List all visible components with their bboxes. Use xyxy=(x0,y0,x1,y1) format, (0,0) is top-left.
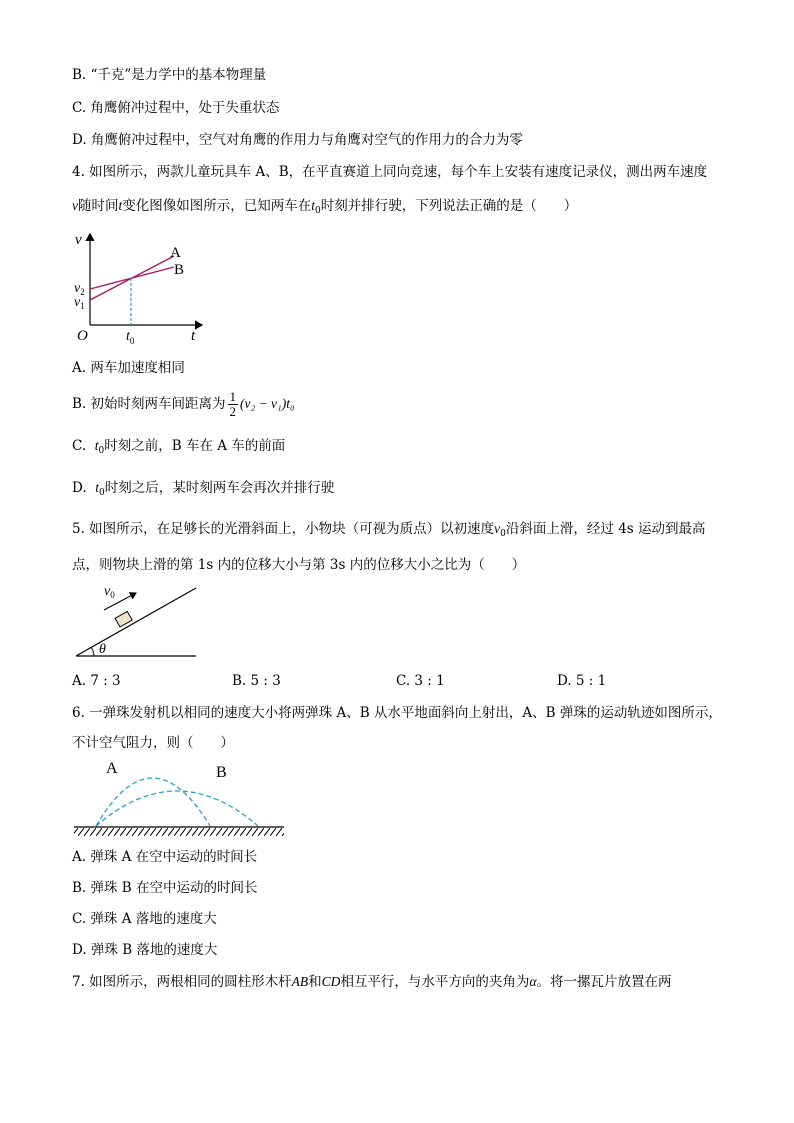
q4-label-origin: O xyxy=(77,328,88,344)
q4-vt-graph xyxy=(70,228,210,350)
q5-option-a: A. 7 : 3 xyxy=(72,673,121,689)
q5-incline-figure xyxy=(72,584,202,660)
q6-option-b: B. 弹珠 B 在空中运动的时间长 xyxy=(72,880,258,896)
q3-option-d: D. 角鹰俯冲过程中，空气对角鹰的作用力与角鹰对空气的作用力的合力为零 xyxy=(72,132,523,148)
q5-block xyxy=(115,611,132,627)
q4-option-a: A. 两车加速度相同 xyxy=(72,360,185,376)
q6-ground-hatch xyxy=(74,828,284,836)
q6-label-b: B xyxy=(216,764,227,781)
q5-option-c: C. 3 : 1 xyxy=(396,673,445,689)
q5-stem-line2: 点，则物块上滑的第 1s 内的位移大小与第 3s 内的位移大小之比为（ ） xyxy=(72,557,526,573)
q6-stem-line2: 不计空气阻力，则（ ） xyxy=(72,735,234,751)
q3-option-b: B. “千克”是力学中的基本物理量 xyxy=(72,67,267,83)
q3-option-c: C. 角鹰俯冲过程中，处于失重状态 xyxy=(72,100,280,116)
q4-stem-text-b: 变化图像如图所示，已知两车在 xyxy=(122,198,312,214)
q4-option-d-text: 时刻之后，某时刻两车会再次并排行驶 xyxy=(104,480,335,496)
q4-line-b xyxy=(90,267,174,289)
q7-stem-text-c: 相互平行，与水平方向的夹角为 xyxy=(340,974,530,990)
q4-label-v2: $v_2$ xyxy=(74,281,85,297)
q4-var-v: v xyxy=(72,198,78,213)
q6-option-a: A. 弹珠 A 在空中运动的时间长 xyxy=(72,849,258,865)
q5-label-v0: $v_0$ xyxy=(104,584,115,600)
q5-incline xyxy=(76,588,196,656)
q5-theta-arc xyxy=(91,647,94,656)
q4-var-t0-sub: 0 xyxy=(315,206,321,216)
q4-label-v-axis: v xyxy=(75,232,82,248)
q4-option-c-text: 时刻之前，B 车在 A 车的前面 xyxy=(104,438,286,454)
q4-option-c: C. $t_0$时刻之前，B 车在 A 车的前面 xyxy=(72,438,286,456)
q7-stem-line1 xyxy=(72,973,672,991)
q4-stem-text-a: 随时间 xyxy=(78,198,119,214)
q5-option-d: D. 5 : 1 xyxy=(557,673,607,689)
q4-option-b-text: B. 初始时刻两车间距离为 xyxy=(72,396,226,412)
q4-label-t0: $t_0$ xyxy=(126,329,135,346)
q5-stem-text-b: 沿斜面上滑，经过 4s 运动到最高 xyxy=(505,521,706,537)
q4-stem-line1: 4. 如图所示，两款儿童玩具车 A、B，在平直赛道上同向竞速，每个车上安装有速度记录仪，测出两车速度 xyxy=(72,164,708,180)
q5-option-b: B. 5 : 3 xyxy=(232,673,281,689)
q5-var-v0: v xyxy=(494,521,501,536)
q4-label-b: B xyxy=(174,262,185,278)
q5-label-theta: θ xyxy=(99,642,106,657)
q7-stem-text-d: 。将一摞瓦片放置在两 xyxy=(536,974,672,990)
q7-stem-text-b: 和 xyxy=(308,974,322,990)
q6-trajectory-figure xyxy=(72,756,286,840)
q7-stem-text-a: 7. 如图所示，两根相同的圆柱形木杆 xyxy=(72,974,292,990)
q6-stem-line1: 6. 一弹珠发射机以相同的速度大小将两弹珠 A、B 从水平地面斜向上射出，A、B 弹珠的运动轨迹如图所示， xyxy=(72,705,722,721)
q6-trajectory-b xyxy=(96,791,258,826)
q6-option-d: D. 弹珠 B 落地的速度大 xyxy=(72,942,218,958)
q5-stem-line1: 5. 如图所示，在足够长的光滑斜面上，小物块（可视为质点）以初速度$v_0$沿斜面上滑，经过 4s 运动到最高 xyxy=(72,521,706,539)
q4-option-c-t: t xyxy=(94,438,99,453)
q4-label-t-axis: t xyxy=(191,328,196,344)
q4-label-a: A xyxy=(170,245,181,261)
q6-trajectory-a xyxy=(96,778,210,826)
q4-label-v1: $v_1$ xyxy=(74,295,85,311)
q6-label-a: A xyxy=(106,760,118,777)
q4-option-b-expr: (v₂ − v₁)t₀ xyxy=(240,396,295,411)
q4-option-b xyxy=(72,386,295,422)
q6-option-c: C. 弹珠 A 落地的速度大 xyxy=(72,911,217,927)
q7-var-cd: CD xyxy=(321,974,341,989)
q4-option-b-fraction: $\frac{1}{2}$ xyxy=(229,389,237,419)
q4-var-t0: t xyxy=(311,198,316,213)
q5-stem-text-a: 5. 如图所示，在足够长的光滑斜面上，小物块（可视为质点）以初速度 xyxy=(72,521,495,537)
q4-option-d-t: t xyxy=(95,480,99,495)
q4-stem-line2 xyxy=(72,197,577,220)
q4-stem-text-c: 时刻并排行驶，下列说法正确的是（ ） xyxy=(320,198,578,214)
q7-var-alpha: α xyxy=(529,974,537,989)
q7-var-ab: AB xyxy=(291,974,309,989)
q4-option-d: D. $t_0$时刻之后，某时刻两车会再次并排行驶 xyxy=(72,480,335,498)
q4-var-t: t xyxy=(118,198,123,213)
